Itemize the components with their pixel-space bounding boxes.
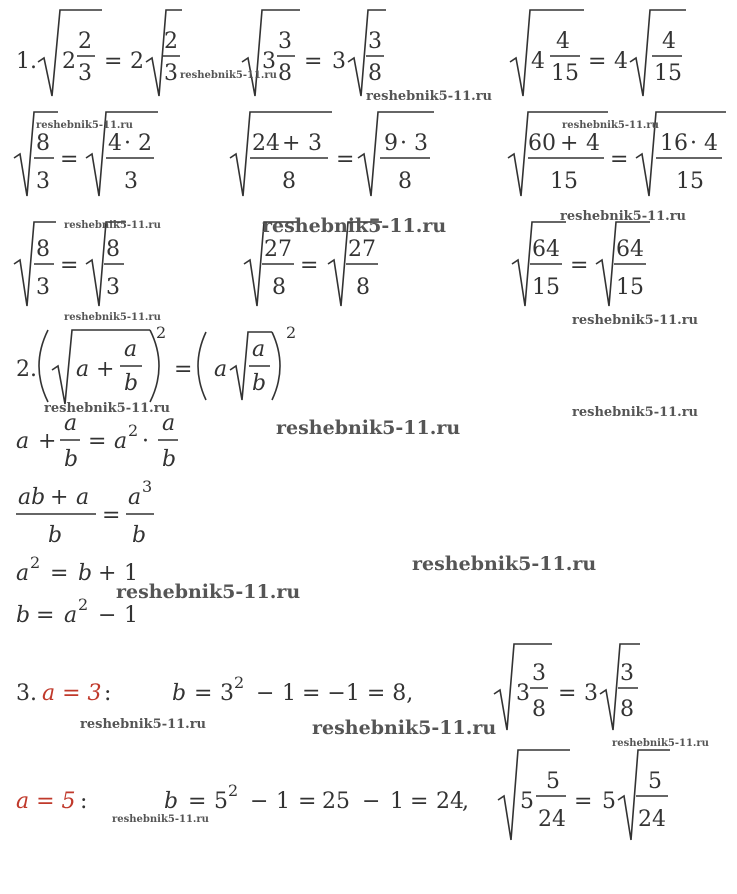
- svg-text:b: b: [132, 523, 147, 548]
- svg-text:4: 4: [108, 131, 122, 156]
- svg-text:=: =: [174, 357, 193, 382]
- svg-text:3: 3: [584, 681, 598, 706]
- task-number-1: 1.: [16, 49, 37, 74]
- svg-text:3: 3: [414, 131, 428, 156]
- watermark: reshebnik5-11.ru: [366, 89, 493, 104]
- svg-text:8: 8: [106, 237, 120, 262]
- svg-text:a: a: [64, 411, 78, 436]
- svg-text:5: 5: [648, 769, 662, 794]
- svg-text:b: b: [48, 523, 63, 548]
- svg-text:a: a: [124, 337, 138, 362]
- svg-text:15: 15: [676, 169, 704, 194]
- svg-text:8: 8: [282, 169, 296, 194]
- svg-text:2: 2: [286, 323, 297, 342]
- svg-text:−: −: [250, 789, 269, 814]
- svg-text:a: a: [76, 485, 90, 510]
- watermark: reshebnik5-11.ru: [116, 581, 301, 603]
- svg-text:=: =: [60, 253, 79, 278]
- svg-text:4: 4: [531, 49, 545, 74]
- svg-text:=: =: [88, 429, 107, 454]
- svg-text:·: ·: [124, 131, 131, 156]
- svg-text:a: a: [16, 429, 30, 454]
- svg-text:=: =: [298, 789, 317, 814]
- svg-text:ab: ab: [18, 485, 46, 510]
- svg-text:+: +: [50, 485, 69, 510]
- right-paren: [272, 332, 280, 400]
- svg-text:2: 2: [156, 323, 167, 342]
- svg-text:8: 8: [36, 131, 50, 156]
- svg-text:3: 3: [36, 275, 50, 300]
- watermark: reshebnik5-11.ru: [112, 814, 209, 825]
- svg-text:=: =: [104, 49, 123, 74]
- svg-text:=: =: [336, 147, 355, 172]
- svg-text:3: 3: [124, 169, 138, 194]
- svg-text:27: 27: [264, 237, 292, 262]
- svg-text:1: 1: [124, 603, 138, 628]
- svg-text:a: a: [214, 357, 228, 382]
- svg-text:15: 15: [532, 275, 560, 300]
- svg-text:3: 3: [164, 61, 178, 86]
- svg-text:2: 2: [164, 29, 178, 54]
- svg-text:4: 4: [556, 29, 570, 54]
- svg-text::: :: [104, 681, 112, 706]
- svg-text:1: 1: [124, 561, 138, 586]
- svg-text:+: +: [560, 131, 579, 156]
- svg-text:=: =: [60, 147, 79, 172]
- svg-text:15: 15: [654, 61, 682, 86]
- svg-text:=: =: [610, 147, 629, 172]
- svg-text:3: 3: [368, 29, 382, 54]
- svg-text:a: a: [162, 411, 176, 436]
- svg-text:2: 2: [78, 595, 89, 614]
- svg-text:=: =: [558, 681, 577, 706]
- case-a-3: a = 3: [42, 681, 102, 706]
- watermark: reshebnik5-11.ru: [180, 70, 277, 81]
- svg-text:a: a: [128, 485, 142, 510]
- svg-text:8: 8: [272, 275, 286, 300]
- left-paren: [198, 332, 206, 400]
- task-number-3: 3.: [16, 681, 37, 706]
- svg-text:15: 15: [550, 169, 578, 194]
- watermark: reshebnik5-11.ru: [64, 312, 161, 323]
- svg-text:64: 64: [532, 237, 560, 262]
- watermark: reshebnik5-11.ru: [64, 220, 161, 231]
- watermark: reshebnik5-11.ru: [572, 313, 699, 328]
- svg-text:3: 3: [106, 275, 120, 300]
- svg-text:+: +: [98, 561, 117, 586]
- svg-text:3: 3: [278, 29, 292, 54]
- left-paren: [39, 330, 48, 402]
- svg-text:= −1 = 8,: = −1 = 8,: [302, 681, 414, 706]
- svg-text:b: b: [124, 371, 139, 396]
- svg-text:+: +: [96, 357, 115, 382]
- svg-text:b: b: [162, 447, 177, 472]
- watermark: reshebnik5-11.ru: [562, 120, 659, 131]
- svg-text:2: 2: [78, 29, 92, 54]
- svg-text:60: 60: [528, 131, 556, 156]
- svg-text:=: =: [570, 253, 589, 278]
- svg-text:3: 3: [78, 61, 92, 86]
- svg-text:3: 3: [516, 681, 530, 706]
- svg-text:a: a: [252, 337, 266, 362]
- svg-text:24: 24: [538, 807, 566, 832]
- svg-text:5: 5: [602, 789, 616, 814]
- svg-text:2: 2: [138, 131, 152, 156]
- svg-text:3: 3: [532, 661, 546, 686]
- svg-text:=: =: [36, 603, 55, 628]
- svg-text:·: ·: [400, 131, 407, 156]
- svg-text:8: 8: [532, 697, 546, 722]
- svg-text:=: =: [194, 681, 213, 706]
- svg-text:2: 2: [128, 421, 139, 440]
- svg-text:−: −: [98, 603, 117, 628]
- svg-text:=: =: [300, 253, 319, 278]
- svg-text:=: =: [574, 789, 593, 814]
- svg-text:3: 3: [142, 477, 153, 496]
- svg-text:9: 9: [384, 131, 398, 156]
- svg-text:2: 2: [130, 49, 144, 74]
- svg-text:a: a: [114, 429, 128, 454]
- watermark: reshebnik5-11.ru: [412, 553, 597, 575]
- svg-text:16: 16: [660, 131, 688, 156]
- watermark: reshebnik5-11.ru: [612, 738, 709, 749]
- svg-text:8: 8: [278, 61, 292, 86]
- svg-text:3: 3: [262, 49, 276, 74]
- watermark: reshebnik5-11.ru: [276, 417, 461, 439]
- svg-text:3: 3: [620, 661, 634, 686]
- watermark: reshebnik5-11.ru: [80, 717, 207, 732]
- svg-text:3: 3: [36, 169, 50, 194]
- svg-text:4: 4: [662, 29, 676, 54]
- svg-text:2: 2: [62, 49, 76, 74]
- svg-text:·: ·: [142, 429, 149, 454]
- svg-text:·: ·: [690, 131, 697, 156]
- svg-text:,: ,: [462, 789, 469, 814]
- svg-text:=: =: [188, 789, 207, 814]
- svg-text:4: 4: [614, 49, 628, 74]
- svg-text:a: a: [64, 603, 78, 628]
- svg-text:1: 1: [276, 789, 290, 814]
- svg-text:64: 64: [616, 237, 644, 262]
- svg-text:b: b: [252, 371, 267, 396]
- svg-text::: :: [80, 789, 88, 814]
- watermark: reshebnik5-11.ru: [560, 209, 687, 224]
- task-number-2: 2.: [16, 357, 37, 382]
- svg-text:−: −: [362, 789, 381, 814]
- svg-text:=: =: [102, 503, 121, 528]
- svg-text:b: b: [64, 447, 79, 472]
- svg-text:27: 27: [348, 237, 376, 262]
- svg-text:3: 3: [308, 131, 322, 156]
- svg-text:2: 2: [234, 673, 245, 692]
- svg-text:b: b: [164, 789, 179, 814]
- svg-text:5: 5: [520, 789, 534, 814]
- watermark: reshebnik5-11.ru: [262, 215, 447, 237]
- svg-text:4: 4: [586, 131, 600, 156]
- svg-text:24: 24: [436, 789, 464, 814]
- svg-text:8: 8: [398, 169, 412, 194]
- svg-text:5: 5: [546, 769, 560, 794]
- svg-text:=: =: [304, 49, 323, 74]
- svg-text:1: 1: [390, 789, 404, 814]
- svg-text:5: 5: [214, 789, 228, 814]
- svg-text:b: b: [172, 681, 187, 706]
- svg-text:8: 8: [356, 275, 370, 300]
- svg-text:8: 8: [368, 61, 382, 86]
- svg-text:=: =: [588, 49, 607, 74]
- svg-text:15: 15: [616, 275, 644, 300]
- watermark: reshebnik5-11.ru: [44, 401, 171, 416]
- svg-text:−: −: [256, 681, 275, 706]
- svg-text:3: 3: [220, 681, 234, 706]
- svg-text:8: 8: [36, 237, 50, 262]
- svg-text:15: 15: [551, 61, 579, 86]
- svg-text:24: 24: [252, 131, 280, 156]
- svg-text:2: 2: [228, 781, 239, 800]
- svg-text:+: +: [282, 131, 301, 156]
- svg-text:=: =: [410, 789, 429, 814]
- svg-text:3: 3: [332, 49, 346, 74]
- svg-text:a: a: [76, 357, 90, 382]
- svg-text:b: b: [16, 603, 31, 628]
- svg-text:24: 24: [638, 807, 666, 832]
- watermark: reshebnik5-11.ru: [572, 405, 699, 420]
- svg-text:4: 4: [704, 131, 718, 156]
- svg-text:=: =: [50, 561, 69, 586]
- watermark: reshebnik5-11.ru: [36, 120, 133, 131]
- case-a-5: a = 5: [16, 789, 76, 814]
- svg-text:2: 2: [30, 553, 41, 572]
- svg-text:b: b: [78, 561, 93, 586]
- svg-text:25: 25: [322, 789, 350, 814]
- svg-text:1: 1: [282, 681, 296, 706]
- svg-text:a: a: [16, 561, 30, 586]
- svg-text:8: 8: [620, 697, 634, 722]
- svg-text:+: +: [38, 429, 57, 454]
- watermark: reshebnik5-11.ru: [312, 717, 497, 739]
